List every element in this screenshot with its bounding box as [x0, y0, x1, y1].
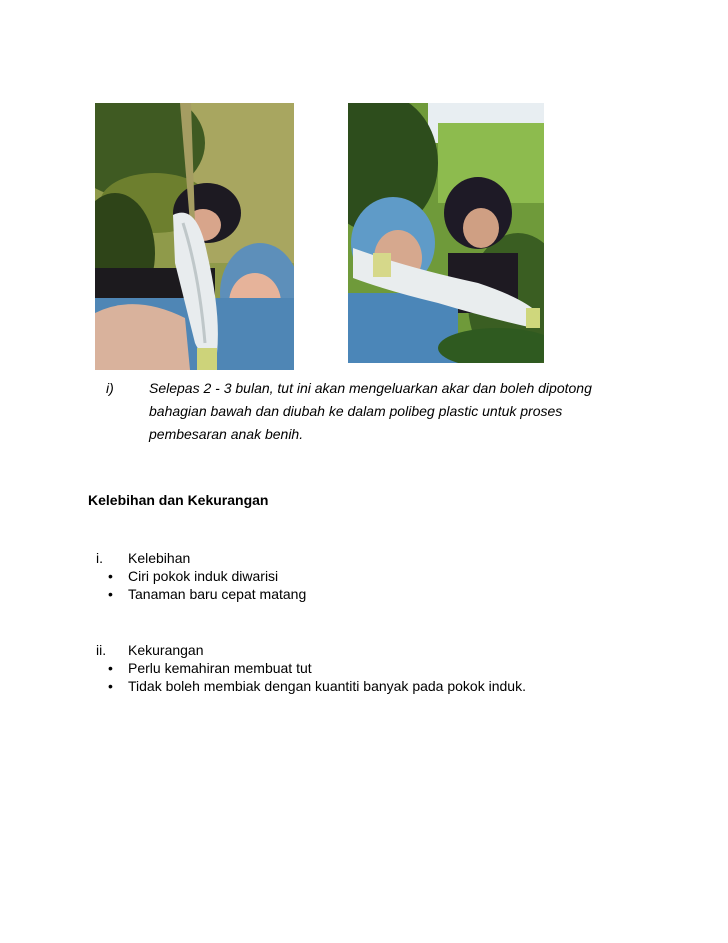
- section-heading: Kelebihan dan Kekurangan: [88, 492, 269, 508]
- step-marker: i): [106, 380, 114, 396]
- list-item-text: Tidak boleh membiak dengan kuantiti banyak pada pokok induk.: [128, 678, 526, 694]
- photo-left: [95, 103, 294, 370]
- disadvantages-list: [108, 659, 526, 695]
- bullet: •: [108, 678, 113, 694]
- list-item-text: Ciri pokok induk diwarisi: [128, 568, 279, 584]
- advantages-list: [108, 567, 306, 603]
- list-item: [108, 585, 306, 603]
- group-number: ii.: [96, 642, 107, 658]
- bullet: •: [108, 660, 113, 676]
- photo-right: [348, 103, 544, 363]
- step-text: Selepas 2 - 3 bulan, tut ini akan mengeluarkan akar dan boleh dipotong bahagian bawah dan diubah ke dalam polibeg plastic untuk proses pembesaran anak benih.: [149, 380, 592, 442]
- group-title: Kekurangan: [128, 642, 204, 658]
- group-title: Kelebihan: [128, 550, 191, 566]
- bullet: •: [108, 586, 113, 602]
- group-number: i.: [96, 550, 103, 566]
- list-item-text: Tanaman baru cepat matang: [128, 586, 307, 602]
- list-item: [108, 567, 306, 585]
- bullet: •: [108, 568, 113, 584]
- list-item: [108, 659, 526, 677]
- list-item-text: Perlu kemahiran membuat tut: [128, 660, 312, 676]
- list-item: [108, 677, 526, 695]
